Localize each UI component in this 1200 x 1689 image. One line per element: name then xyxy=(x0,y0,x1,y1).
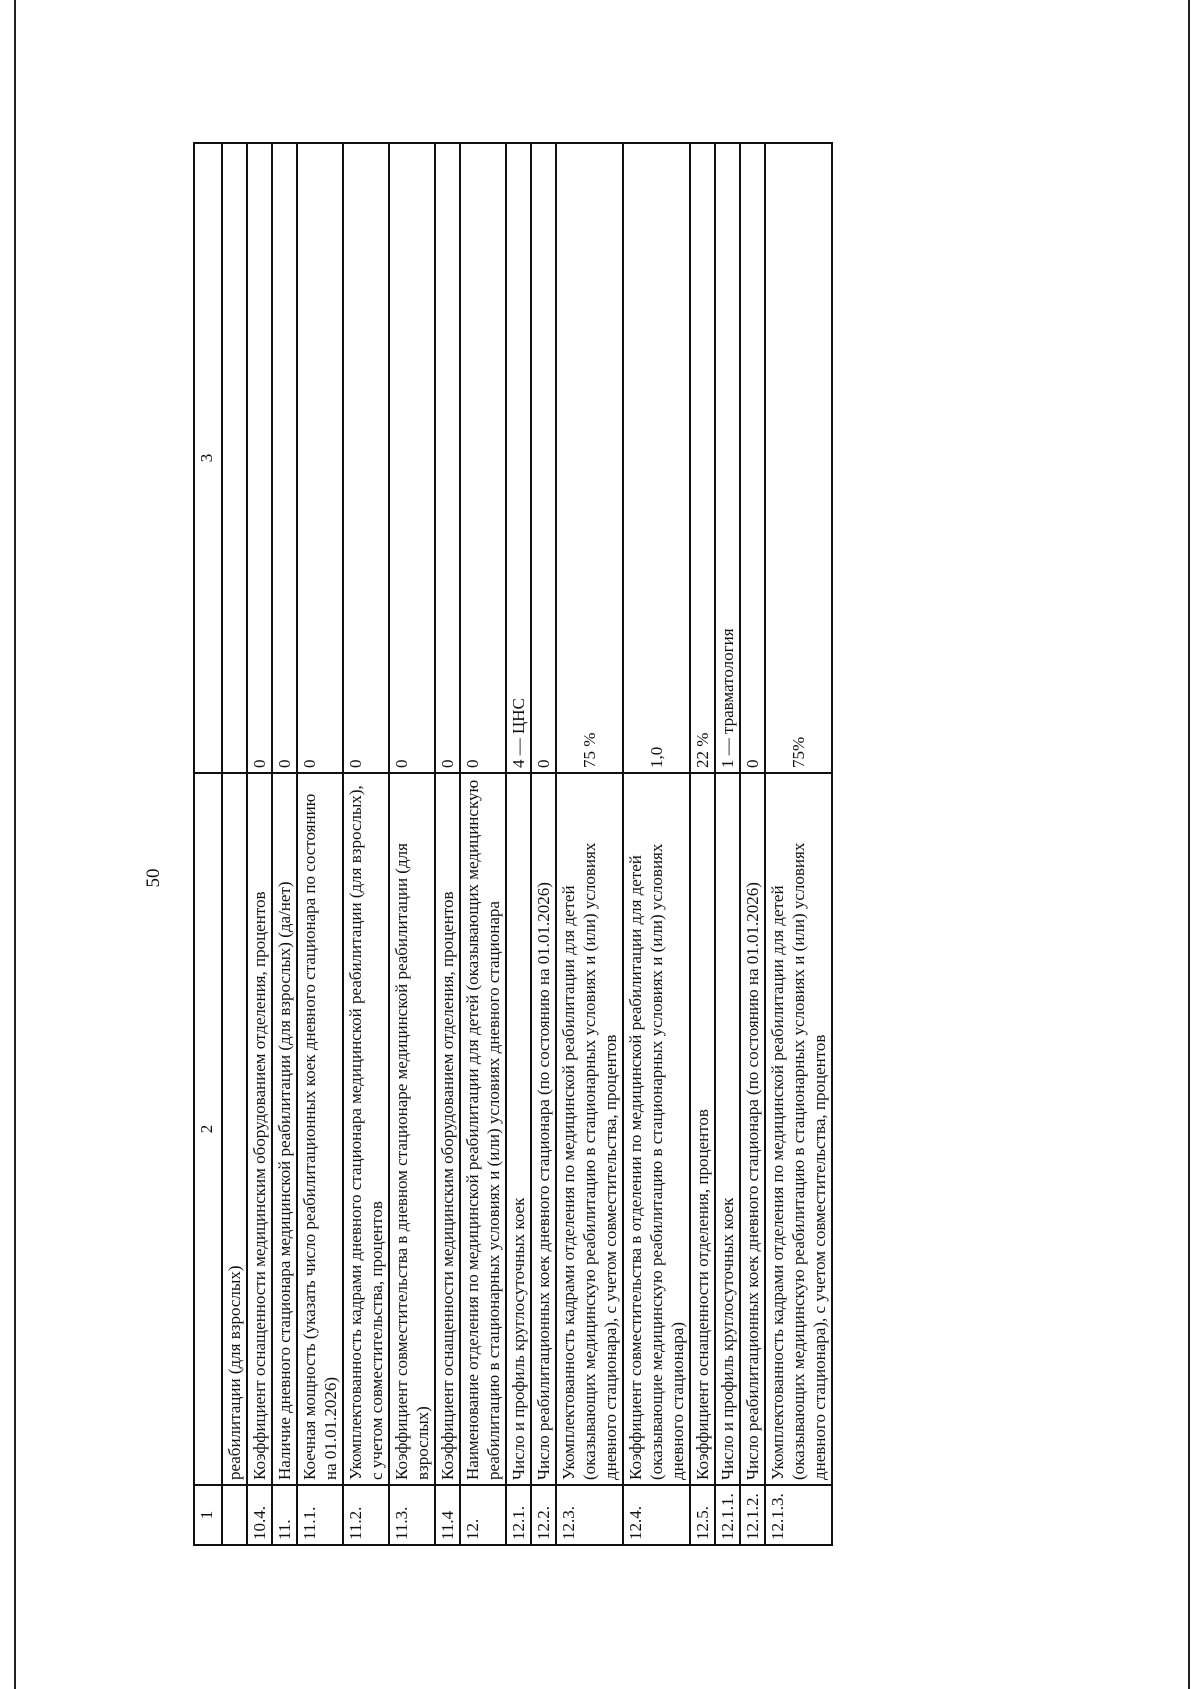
row-value: 4 — ЦНС xyxy=(506,143,531,773)
row-number: 11.2. xyxy=(343,1485,389,1545)
row-text: Коечная мощность (указать число реабилитационных коек дневного стационара по состоянию на 01.01.2026) xyxy=(297,773,343,1485)
row-number: 12.1. xyxy=(506,1485,531,1545)
data-table xyxy=(193,142,833,1546)
table-frame xyxy=(193,144,1097,1546)
table-row xyxy=(435,143,460,1545)
row-value: 0 xyxy=(740,143,765,773)
row-text: Коэффициент совместительства в дневном стационаре медицинской реабилитации (для взрослых) xyxy=(389,773,435,1485)
row-value: 22 % xyxy=(690,143,715,773)
row-value: 0 xyxy=(247,143,272,773)
table-row xyxy=(297,143,343,1545)
table-row xyxy=(389,143,435,1545)
row-number: 10.4. xyxy=(247,1485,272,1545)
row-number xyxy=(222,1485,247,1545)
row-text: Коэффициент оснащенности медицинским оборудованием отделения, процентов xyxy=(247,773,272,1485)
row-value: 0 xyxy=(460,143,506,773)
row-text: Коэффициент совместительства в отделении по медицинской реабилитации для детей (оказывающие медицинскую реабилитацию в стационарных условиях и (или) условиях дневного стационара) xyxy=(623,773,690,1485)
row-text: Число реабилитационных коек дневного стационара (по состоянию на 01.01.2026) xyxy=(531,773,556,1485)
table-row xyxy=(460,143,506,1545)
row-text: Наименование отделения по медицинской реабилитации для детей (оказывающих медицинскую реабилитацию в стационарных условиях и (или) условиях дневного стационара xyxy=(460,773,506,1485)
row-text: Число и профиль круглосуточных коек xyxy=(715,773,740,1485)
row-value: 1,0 xyxy=(623,143,690,773)
row-text: Наличие дневного стационара медицинской реабилитации (для взрослых) (да/нет) xyxy=(272,773,297,1485)
row-value: 0 xyxy=(272,143,297,773)
row-number: 12. xyxy=(460,1485,506,1545)
row-text: реабилитации (для взрослых) xyxy=(222,773,247,1485)
table-row xyxy=(740,143,765,1545)
table-row xyxy=(690,143,715,1545)
row-value: 0 xyxy=(531,143,556,773)
table-row xyxy=(715,143,740,1545)
table-row xyxy=(222,143,247,1545)
column-header-1: 1 xyxy=(194,1485,222,1545)
row-number: 11. xyxy=(272,1485,297,1545)
row-value: 0 xyxy=(389,143,435,773)
row-text: Число и профиль круглосуточных коек xyxy=(506,773,531,1485)
row-number: 11.4 xyxy=(435,1485,460,1545)
column-header-2: 2 xyxy=(194,773,222,1485)
row-number: 12.1.1. xyxy=(715,1485,740,1545)
table-row xyxy=(247,143,272,1545)
row-number: 12.2. xyxy=(531,1485,556,1545)
row-number: 12.4. xyxy=(623,1485,690,1545)
table-header-row xyxy=(194,143,222,1545)
row-number: 11.1. xyxy=(297,1485,343,1545)
row-text: Укомплектованность кадрами отделения по медицинской реабилитации для детей (оказывающих медицинскую реабилитацию в стационарных условиях и (или) условиях дневного стационара), с учетом совместительства, процентов xyxy=(556,773,623,1485)
row-number: 12.5. xyxy=(690,1485,715,1545)
row-text: Укомплектованность кадрами отделения по медицинской реабилитации для детей (оказывающих медицинскую реабилитацию в стационарных условиях и (или) условиях дневного стационара), с учетом совместительства, процентов xyxy=(765,773,832,1485)
column-header-3: 3 xyxy=(194,143,222,773)
row-text: Коэффициент оснащенности отделения, процентов xyxy=(690,773,715,1485)
rotated-table-container xyxy=(193,144,1097,1546)
table-row xyxy=(765,143,832,1545)
table-row xyxy=(556,143,623,1545)
row-value: 1 — травматология xyxy=(715,143,740,773)
row-value: 0 xyxy=(435,143,460,773)
row-number: 11.3. xyxy=(389,1485,435,1545)
row-value: 0 xyxy=(343,143,389,773)
table-row xyxy=(506,143,531,1545)
scan-edge-left xyxy=(14,0,16,1689)
table-row xyxy=(272,143,297,1545)
row-number: 12.1.2. xyxy=(740,1485,765,1545)
row-value: 75 % xyxy=(556,143,623,773)
row-number: 12.3. xyxy=(556,1485,623,1545)
table-row xyxy=(531,143,556,1545)
row-number: 12.1.3. xyxy=(765,1485,832,1545)
table-row xyxy=(623,143,690,1545)
page-number: 50 xyxy=(143,868,164,888)
row-value: 0 xyxy=(297,143,343,773)
row-text: Укомплектованность кадрами дневного стационара медицинской реабилитации (для взрослых), с учетом совместительства, процентов xyxy=(343,773,389,1485)
row-value: 75% xyxy=(765,143,832,773)
row-text: Коэффициент оснащенности медицинским оборудованием отделения, процентов xyxy=(435,773,460,1485)
row-value xyxy=(222,143,247,773)
row-text: Число реабилитационных коек дневного стационара (по состоянию на 01.01.2026) xyxy=(740,773,765,1485)
table-row xyxy=(343,143,389,1545)
scan-edge-right xyxy=(1188,0,1190,1689)
